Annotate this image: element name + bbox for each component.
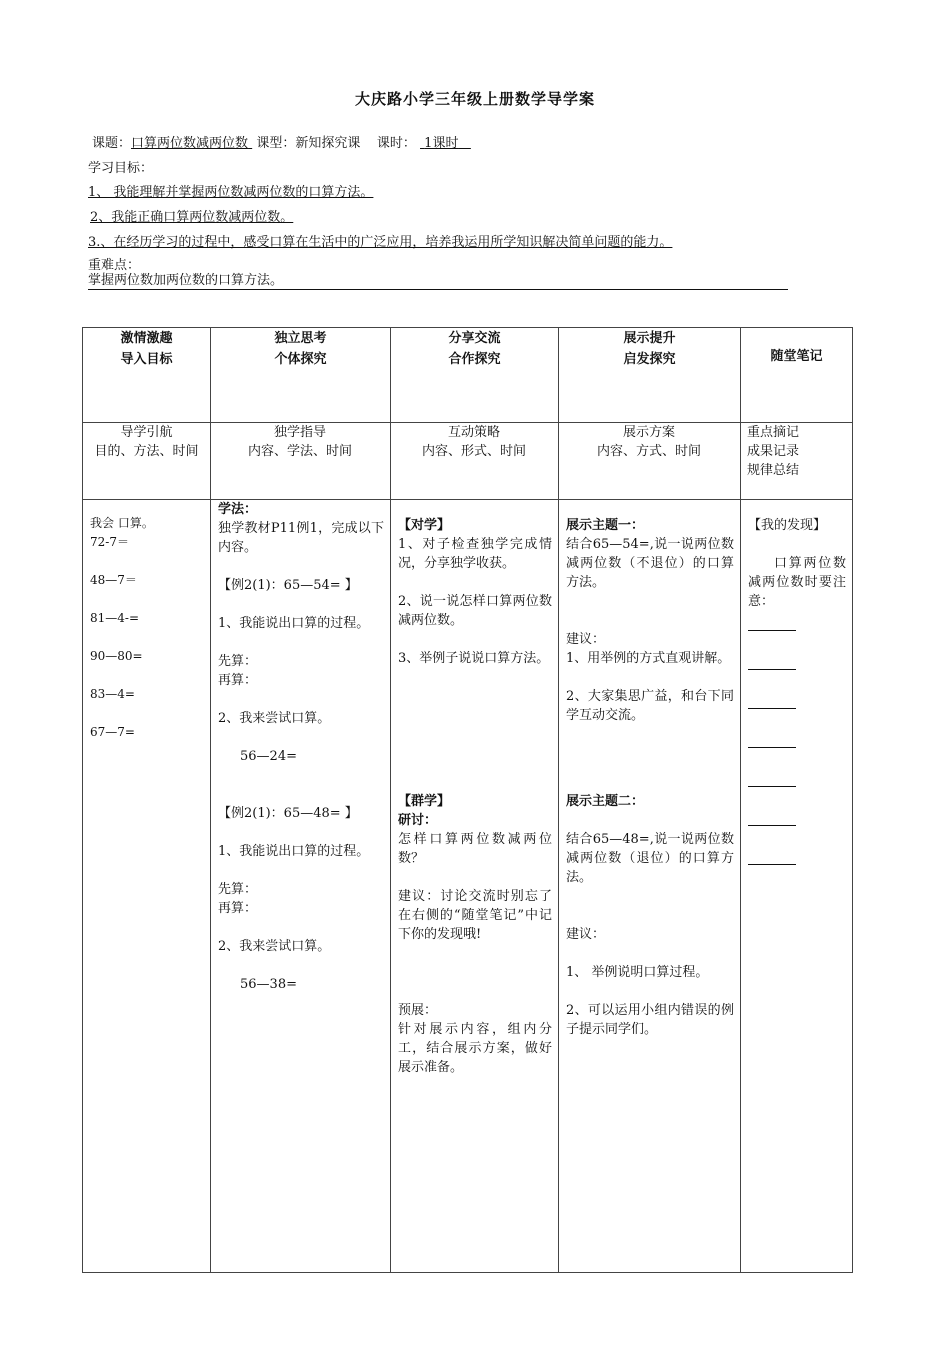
header-individual: 独立思考 个体探究 bbox=[211, 328, 391, 423]
problem-4: 90—80= bbox=[90, 649, 143, 663]
ex2-problem: 56—38= bbox=[240, 977, 297, 992]
suggest1-label: 建议： bbox=[566, 632, 606, 647]
objective-1: 1、 我能理解并掌握两位数减两位数的口算方法。 bbox=[88, 185, 374, 200]
objective-2: 2、我能正确口算两位数减两位数。 bbox=[90, 210, 294, 225]
col-cooperate bbox=[391, 500, 559, 1273]
key-points-label: 重难点： bbox=[88, 258, 141, 273]
suggest-text: 建议：讨论交流时别忘了在右侧的“随堂笔记”中记下你的发现哦! bbox=[398, 889, 552, 942]
ex1-step1: 1、我能说出口算的过程。 bbox=[218, 616, 370, 631]
objectives-label: 学习目标： bbox=[88, 161, 154, 176]
header-notes: 随堂笔记 bbox=[741, 328, 853, 423]
problem-1: 72-7＝ bbox=[90, 535, 129, 549]
key-points-text: 掌握两位数加两位数的口算方法。 bbox=[88, 273, 788, 290]
problem-6: 67—7= bbox=[90, 725, 135, 739]
sub-notes-text: 重点摘记 成果记录 规律总结 bbox=[747, 425, 800, 478]
note-blank bbox=[748, 845, 796, 865]
suggest2-label: 建议： bbox=[566, 927, 606, 942]
hours-label: 课时： bbox=[376, 136, 416, 151]
ex2-step1: 1、我能说出口算的过程。 bbox=[218, 844, 370, 859]
note-blank bbox=[748, 611, 796, 631]
ex2-then: 再算： bbox=[218, 901, 258, 916]
meta-line bbox=[92, 136, 471, 152]
ex1-problem: 56—24= bbox=[240, 749, 297, 764]
preview-label: 预展： bbox=[398, 1003, 438, 1018]
col-show bbox=[559, 500, 741, 1273]
header-intro: 激情激趣 导入目标 bbox=[83, 328, 211, 423]
theme1-text: 结合65—54=,说一说两位数减两位数（不退位）的口算方法。 bbox=[566, 537, 734, 590]
discuss-text: 怎样口算两位数减两位数？ bbox=[398, 832, 552, 866]
note-blank bbox=[748, 728, 796, 748]
example-1: 【例2(1)：65—54= 】 bbox=[218, 578, 358, 593]
note-blank bbox=[748, 767, 796, 787]
find-text: 口算两位数减两位数时要注意： bbox=[748, 556, 846, 609]
header-cooperate: 分享交流 合作探究 bbox=[391, 328, 559, 423]
ex1-then: 再算： bbox=[218, 673, 258, 688]
ex2-step2: 2、我来尝试口算。 bbox=[218, 939, 331, 954]
note-blank bbox=[748, 650, 796, 670]
suggest2-1: 1、 举例说明口算过程。 bbox=[566, 965, 709, 980]
sub-guide: 导学引航 目的、方法、时间 bbox=[83, 423, 211, 500]
header-row bbox=[83, 328, 853, 423]
pair-3: 3、举例子说说口算方法。 bbox=[398, 651, 550, 666]
theme2-label: 展示主题二： bbox=[566, 794, 645, 809]
problem-3: 81—4-= bbox=[90, 611, 140, 625]
lesson-table bbox=[82, 327, 853, 1273]
sub-individual-text: 独学指导 内容、学法、时间 bbox=[247, 425, 352, 459]
suggest2-2: 2、可以运用小组内错误的例子提示同学们。 bbox=[566, 1003, 734, 1037]
col-notes bbox=[741, 500, 853, 1273]
theme1-label: 展示主题一： bbox=[566, 518, 645, 533]
discuss-label: 研讨： bbox=[398, 813, 438, 828]
pair-1: 1、对子检查独学完成情况，分享独学收获。 bbox=[398, 537, 552, 571]
problem-5: 83—4= bbox=[90, 687, 135, 701]
method-text: 独学教材P11例1，完成以下内容。 bbox=[218, 521, 384, 555]
problem-2: 48—7＝ bbox=[90, 573, 137, 587]
col-individual bbox=[211, 500, 391, 1273]
note-blank bbox=[748, 689, 796, 709]
preview-text: 针对展示内容，组内分工，结合展示方案，做好展示准备。 bbox=[398, 1022, 552, 1075]
group-label: 【群学】 bbox=[398, 794, 451, 809]
suggest1-2: 2、大家集思广益，和台下同学互动交流。 bbox=[566, 689, 734, 723]
ex1-first: 先算： bbox=[218, 654, 258, 669]
pair-label: 【对学】 bbox=[398, 518, 451, 533]
method-label: 学法： bbox=[218, 502, 258, 517]
type-value: 新知探究课 bbox=[295, 136, 361, 151]
example-2: 【例2(1)：65—48= 】 bbox=[218, 806, 358, 821]
content-row bbox=[83, 500, 853, 1273]
objective-3: 3.、在经历学习的过程中，感受口算在生活中的广泛应用，培养我运用所学知识解决简单问题的能力。 bbox=[88, 235, 673, 250]
find-label: 【我的发现】 bbox=[748, 518, 827, 533]
pair-2: 2、说一说怎样口算两位数减两位数。 bbox=[398, 594, 552, 628]
header-show: 展示提升 启发探究 bbox=[559, 328, 741, 423]
sub-plan-text: 展示方案 内容、方式、时间 bbox=[596, 425, 701, 459]
col-intro bbox=[83, 500, 211, 1273]
ex2-first: 先算： bbox=[218, 882, 258, 897]
theme2-text: 结合65—48=,说一说两位数减两位数（退位）的口算方法。 bbox=[566, 832, 734, 885]
note-blank bbox=[748, 806, 796, 826]
ex1-step2: 2、我来尝试口算。 bbox=[218, 711, 331, 726]
intro-text: 我会 口算。 bbox=[90, 516, 154, 530]
topic-label: 课题： bbox=[92, 136, 132, 151]
hours-value: 1课时 bbox=[424, 136, 459, 151]
page-title: 大庆路小学三年级上册数学导学案 bbox=[354, 90, 595, 108]
suggest1-1: 1、用举例的方式直观讲解。 bbox=[566, 651, 731, 666]
topic-value: 口算两位数减两位数 bbox=[131, 136, 249, 151]
sub-interact-text: 互动策略 内容、形式、时间 bbox=[421, 425, 526, 459]
type-label: 课型： bbox=[256, 136, 296, 151]
